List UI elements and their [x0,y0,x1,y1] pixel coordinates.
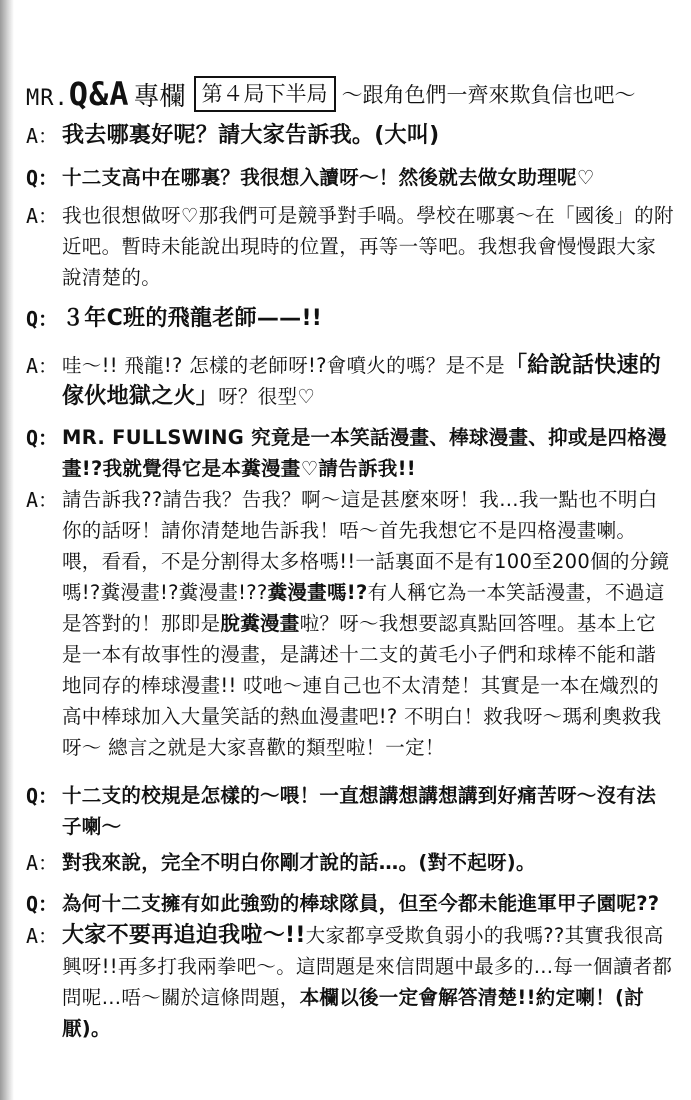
question-text: 十二支的校規是怎樣的～喂！一直想講想講想講到好痛苦呀～沒有法子喇～ [62,784,657,838]
qa-answer [26,350,675,412]
part-label-box: 第４局下半局 [194,76,336,112]
answer-marker: A： [26,488,59,512]
answer-marker: A： [26,851,59,875]
answer-marker: A： [26,124,59,148]
question-text: MR. FULLSWING 究竟是一本笑話漫畫、棒球漫畫、抑或是四格漫畫!?我就覺得它是本糞漫畫♡請告訴我!! [62,426,667,480]
question-marker: Q： [26,892,59,916]
qa-question [26,888,675,919]
column-header [26,74,671,114]
qa-answer [26,920,675,1044]
question-marker: Q： [26,307,59,331]
answer-text-part: 呀？很型♡ [218,385,316,408]
answer-text-part: 啦？呀～我想要認真點回答哩。基本上它是一本有故事性的漫畫，是講述十二支的黃毛小子們和球棒不能和諧地同存的棒球漫畫!! 哎吔～連自己也不太清楚！其實是一本在熾烈的高中棒球加入大量笑話的熱血漫畫吧!? 不明白！救我呀～瑪利奧救我呀～ 總言之就是大家喜歡的類型啦！一定！ [62,612,662,759]
answer-text-part: 有人稱它為一本笑話漫畫，不過這是答對的！那即是 [62,581,665,635]
answer-text: 對我來說，完全不明白你剛才說的話…。(對不起呀)。 [62,851,536,874]
answer-text [62,350,675,412]
brand-prefix: MR. [26,86,69,111]
answer-emphasis: 脫糞漫畫 [220,612,300,635]
qa-question [26,422,675,484]
answer-emphasis: 「給說話快速的傢伙地獄之火」 [62,353,662,409]
answer-marker: A： [26,354,59,378]
column-subtitle: ～跟角色們一齊來欺負信也吧～ [341,83,636,107]
question-text: 為何十二支擁有如此強勁的棒球隊員，但至今都未能進軍甲子園呢?? [62,892,660,915]
question-marker: Q： [26,166,59,190]
column-word: 專欄 [133,81,186,112]
brand-main: Q&A [68,75,130,113]
answer-marker: A： [26,204,59,228]
question-marker: Q： [26,426,59,450]
qa-answer [26,484,675,763]
qa-question [26,303,675,334]
answer-marker: A： [26,924,59,948]
qa-question [26,780,675,842]
answer-emphasis: 本欄以後一定會解答清楚!!約定喇！(討厭)。 [62,986,645,1040]
answer-text-part: 請告訴我??請告我？告我？啊～這是甚麼來呀！我…我一點也不明白你的話呀！請你清楚地告訴我！唔～首先我想它不是四格漫畫喇。喂，看看，不是分割得太多格嗎!!一話裏面不是有100至200個的分鏡嗎!?糞漫畫!?糞漫畫!?? [62,488,670,604]
question-text: ３年C班的飛龍老師——!! [62,306,323,331]
question-marker: Q： [26,784,59,808]
answer-text [62,920,675,1044]
qa-question [26,162,675,193]
answer-text [62,484,675,763]
qa-answer [26,200,675,293]
answer-text-part: 大家都享受欺負弱小的我嗎??其實我很高興呀!!再多打我兩拳吧～。這問題是來信問題中最多的…每一個讀者都問呢…唔～關於這條問題， [62,924,673,1009]
qa-answer [26,847,675,878]
question-text: 十二支高中在哪裏？我很想入讀呀～！然後就去做女助理呢♡ [62,166,595,189]
column-brand [26,75,130,113]
qa-answer [26,120,675,151]
answer-emphasis: 糞漫畫嗎!? [267,581,368,604]
page-binding-shadow [0,0,14,1100]
answer-text: 我也很想做呀♡那我們可是競爭對手喎。學校在哪裏～在「國後」的附近吧。暫時未能說出現時的位置，再等一等吧。我想我會慢慢跟大家說清楚的。 [62,204,674,289]
answer-emphasis: 大家不要再追迫我啦～!! [62,923,306,948]
answer-text: 我去哪裏好呢？請大家告訴我。(大叫) [62,123,440,148]
answer-text-part: 哇～!! 飛龍!? 怎樣的老師呀!?會噴火的嗎？是不是 [62,354,505,377]
